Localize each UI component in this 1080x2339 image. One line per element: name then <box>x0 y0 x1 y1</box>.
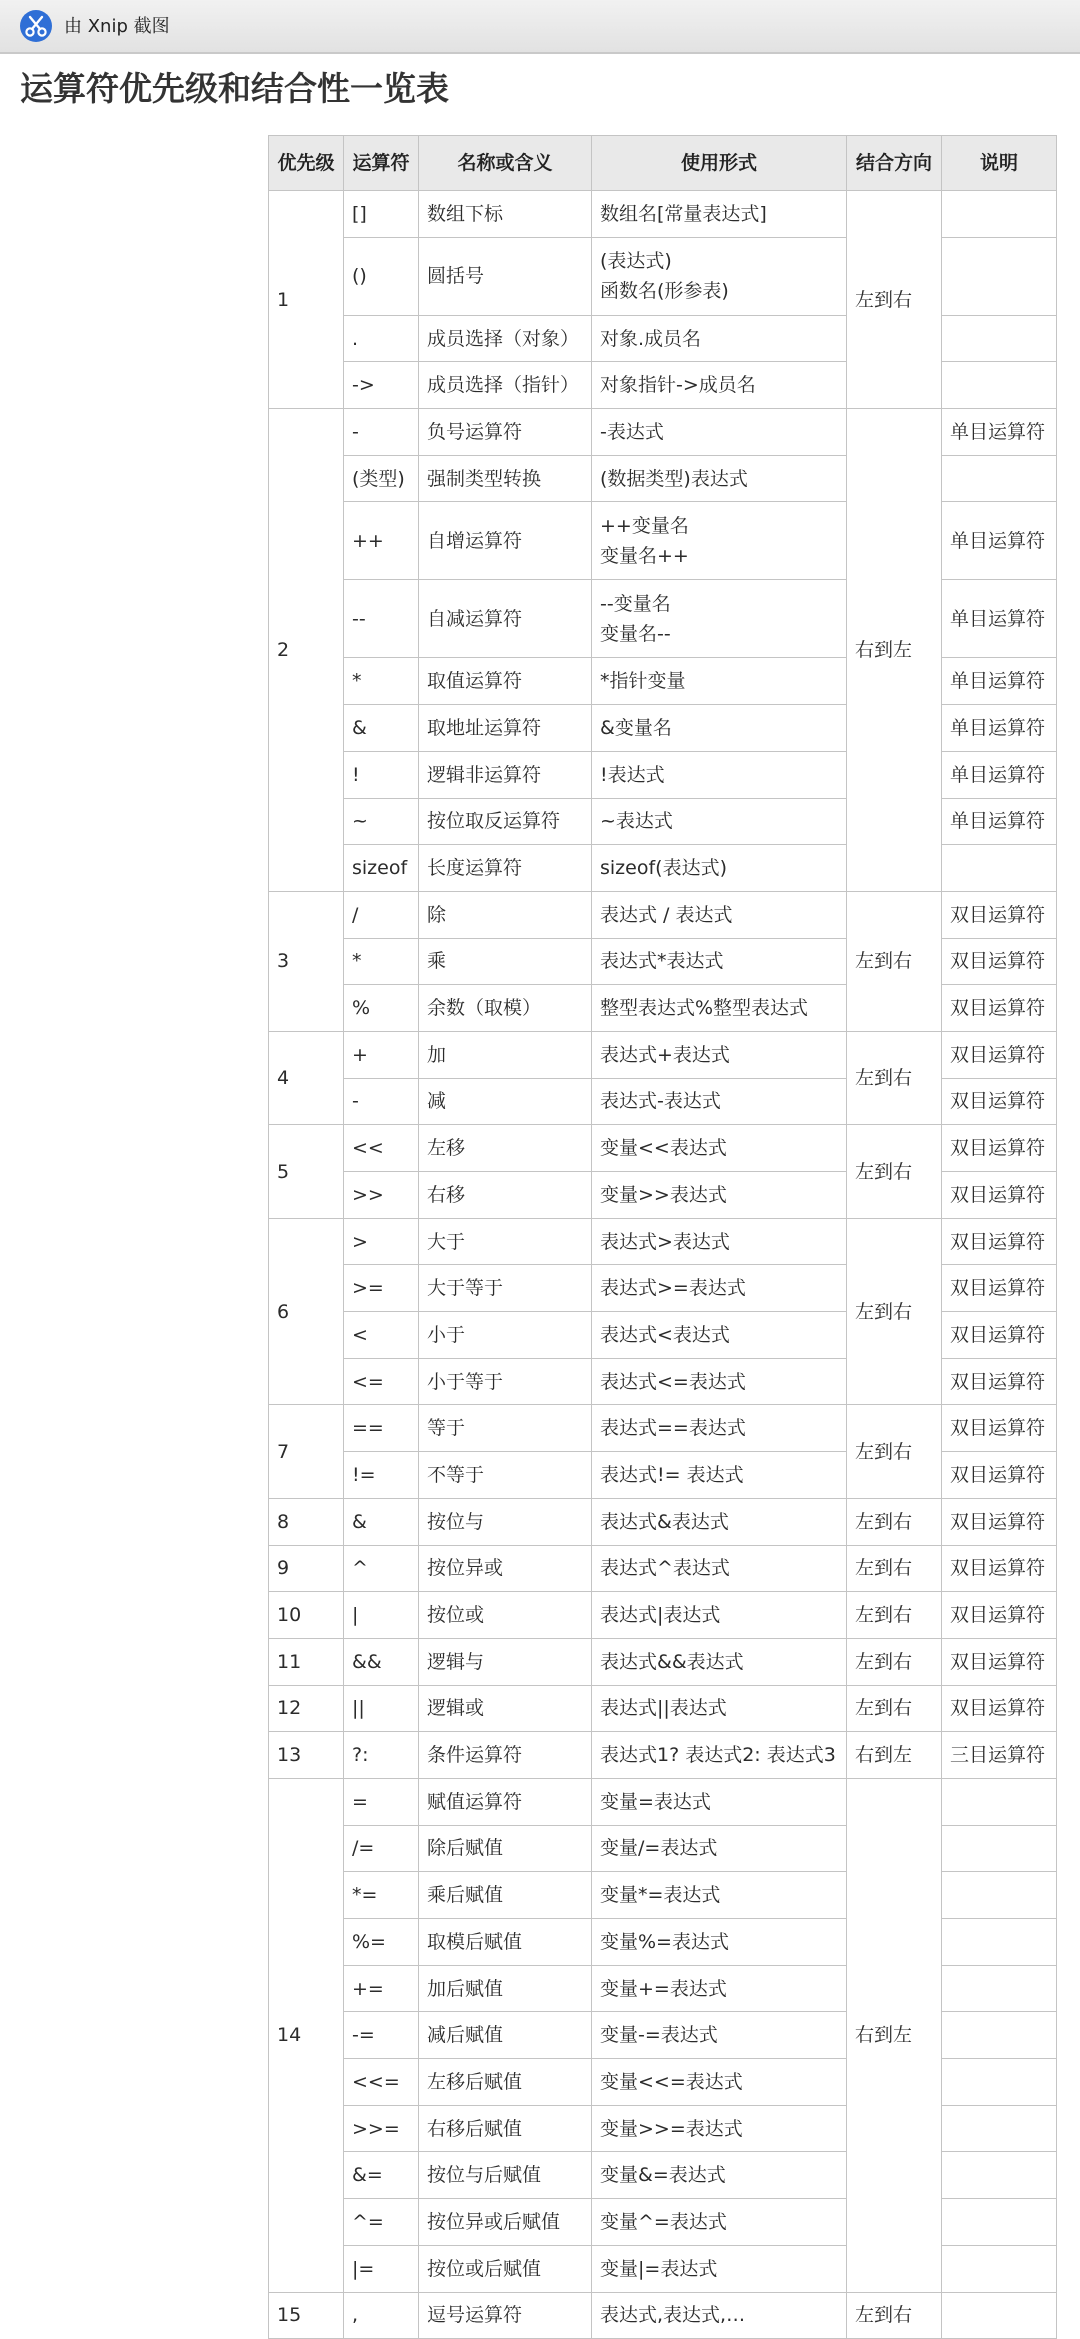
usage-cell <box>592 1078 847 1125</box>
note-cell <box>942 2152 1057 2199</box>
operator-cell: += <box>344 1965 419 2012</box>
usage-line: 变量=表达式 <box>600 1790 711 1813</box>
operator-name-cell: 负号运算符 <box>419 409 592 456</box>
usage-line: 变量名++ <box>600 544 689 567</box>
operator-cell: sizeof <box>344 845 419 892</box>
associativity-cell: 左到右 <box>847 1545 942 1592</box>
operator-cell: * <box>344 658 419 705</box>
operator-cell: < <box>344 1312 419 1359</box>
usage-cell <box>592 2152 847 2199</box>
usage-line: 表达式 / 表达式 <box>600 903 733 926</box>
note-cell: 双目运算符 <box>942 1078 1057 1125</box>
usage-line: -表达式 <box>600 420 664 443</box>
associativity-cell: 左到右 <box>847 2292 942 2339</box>
precedence-level-cell: 10 <box>269 1592 344 1639</box>
associativity-cell: 左到右 <box>847 1498 942 1545</box>
usage-line: 表达式-表达式 <box>600 1090 721 1113</box>
note-cell: 双目运算符 <box>942 1125 1057 1172</box>
table-row <box>269 1685 1057 1732</box>
associativity-cell: 左到右 <box>847 191 942 409</box>
operator-cell: = <box>344 1778 419 1825</box>
operator-name-cell: 左移后赋值 <box>419 2059 592 2106</box>
precedence-level-cell: 7 <box>269 1405 344 1498</box>
table-body <box>269 191 1057 2339</box>
usage-line: 对象指针->成员名 <box>600 374 756 397</box>
note-cell: 单目运算符 <box>942 798 1057 845</box>
operator-name-cell: 条件运算符 <box>419 1732 592 1779</box>
operator-name-cell: 左移 <box>419 1125 592 1172</box>
usage-cell <box>592 362 847 409</box>
usage-line: *指针变量 <box>600 670 686 693</box>
operator-cell: >> <box>344 1172 419 1219</box>
table-row <box>269 1405 1057 1452</box>
note-cell <box>942 315 1057 362</box>
usage-cell <box>592 1965 847 2012</box>
usage-cell <box>592 1872 847 1919</box>
operator-name-cell: 按位异或后赋值 <box>419 2199 592 2246</box>
operator-name-cell: 按位或后赋值 <box>419 2245 592 2292</box>
usage-line: 变量>>=表达式 <box>600 2117 743 2140</box>
table-row <box>269 1592 1057 1639</box>
usage-line: 整型表达式%整型表达式 <box>600 997 809 1020</box>
usage-line: 表达式<表达式 <box>600 1323 730 1346</box>
operator-cell: *= <box>344 1872 419 1919</box>
usage-cell <box>592 1919 847 1966</box>
operator-name-cell: 加 <box>419 1031 592 1078</box>
usage-cell <box>592 1405 847 1452</box>
usage-cell <box>592 751 847 798</box>
usage-line: 变量-=表达式 <box>600 2024 718 2047</box>
usage-line: 数组名[常量表达式] <box>600 202 767 225</box>
operator-cell: ! <box>344 751 419 798</box>
table-row <box>269 1125 1057 1172</box>
operator-cell: * <box>344 938 419 985</box>
precedence-level-cell: 5 <box>269 1125 344 1218</box>
usage-cell <box>592 1265 847 1312</box>
xnip-scissors-icon <box>19 9 53 43</box>
associativity-cell: 右到左 <box>847 1732 942 1779</box>
operator-cell: - <box>344 409 419 456</box>
usage-line: 表达式|表达式 <box>600 1604 721 1627</box>
usage-cell <box>592 1125 847 1172</box>
operator-cell: | <box>344 1592 419 1639</box>
usage-cell <box>592 580 847 658</box>
usage-cell <box>592 1452 847 1499</box>
note-cell: 单目运算符 <box>942 502 1057 580</box>
precedence-level-cell: 9 <box>269 1545 344 1592</box>
operator-cell: &= <box>344 2152 419 2199</box>
operator-cell: -- <box>344 580 419 658</box>
associativity-cell: 右到左 <box>847 409 942 892</box>
operator-cell: <<= <box>344 2059 419 2106</box>
operator-name-cell: 成员选择（对象） <box>419 315 592 362</box>
note-cell: 双目运算符 <box>942 1358 1057 1405</box>
usage-cell <box>592 2245 847 2292</box>
precedence-level-cell: 14 <box>269 1778 344 2292</box>
usage-line: 表达式+表达式 <box>600 1043 730 1066</box>
usage-line: 变量&=表达式 <box>600 2164 726 2187</box>
usage-line: 表达式&表达式 <box>600 1510 729 1533</box>
operator-cell: > <box>344 1218 419 1265</box>
operator-name-cell: 除 <box>419 891 592 938</box>
table-row <box>269 2292 1057 2339</box>
usage-line: 对象.成员名 <box>600 327 702 350</box>
note-cell: 双目运算符 <box>942 1545 1057 1592</box>
precedence-level-cell: 11 <box>269 1638 344 1685</box>
usage-line: 表达式==表达式 <box>600 1417 746 1440</box>
associativity-cell: 左到右 <box>847 1218 942 1405</box>
precedence-level-cell: 3 <box>269 891 344 1031</box>
table-row <box>269 409 1057 456</box>
operator-cell: /= <box>344 1825 419 1872</box>
associativity-cell: 左到右 <box>847 1638 942 1685</box>
header-cell: 运算符 <box>344 136 419 191</box>
operator-cell: || <box>344 1685 419 1732</box>
operator-name-cell: 加后赋值 <box>419 1965 592 2012</box>
precedence-level-cell: 13 <box>269 1732 344 1779</box>
usage-cell <box>592 2105 847 2152</box>
note-cell <box>942 2292 1057 2339</box>
operator-cell: . <box>344 315 419 362</box>
usage-cell <box>592 1031 847 1078</box>
operator-cell: <= <box>344 1358 419 1405</box>
usage-line: 表达式^表达式 <box>600 1557 730 1580</box>
operator-cell: & <box>344 1498 419 1545</box>
note-cell: 双目运算符 <box>942 1638 1057 1685</box>
usage-line: 变量>>表达式 <box>600 1183 727 1206</box>
operator-name-cell: 大于 <box>419 1218 592 1265</box>
note-cell: 双目运算符 <box>942 1405 1057 1452</box>
operator-name-cell: 自增运算符 <box>419 502 592 580</box>
usage-cell <box>592 409 847 456</box>
usage-line: --变量名 <box>600 592 671 615</box>
precedence-level-cell: 15 <box>269 2292 344 2339</box>
associativity-cell: 左到右 <box>847 1592 942 1639</box>
associativity-cell: 左到右 <box>847 1685 942 1732</box>
note-cell: 双目运算符 <box>942 938 1057 985</box>
note-cell: 双目运算符 <box>942 891 1057 938</box>
operator-name-cell: 圆括号 <box>419 237 592 315</box>
operator-name-cell: 逻辑或 <box>419 1685 592 1732</box>
operator-name-cell: 减 <box>419 1078 592 1125</box>
table-row <box>269 1031 1057 1078</box>
usage-cell <box>592 455 847 502</box>
operator-name-cell: 按位异或 <box>419 1545 592 1592</box>
operator-name-cell: 长度运算符 <box>419 845 592 892</box>
associativity-cell: 左到右 <box>847 891 942 1031</box>
table-row <box>269 191 1057 238</box>
usage-line: 表达式>=表达式 <box>600 1277 746 1300</box>
operator-cell: ^= <box>344 2199 419 2246</box>
usage-line: 表达式,表达式,… <box>600 2304 746 2327</box>
note-cell: 双目运算符 <box>942 1265 1057 1312</box>
note-cell <box>942 2199 1057 2246</box>
note-cell: 三目运算符 <box>942 1732 1057 1779</box>
operator-name-cell: 不等于 <box>419 1452 592 1499</box>
note-cell: 双目运算符 <box>942 1031 1057 1078</box>
header-cell: 说明 <box>942 136 1057 191</box>
note-cell <box>942 237 1057 315</box>
associativity-cell: 右到左 <box>847 1778 942 2292</box>
usage-cell <box>592 845 847 892</box>
usage-line: 变量*=表达式 <box>600 1884 721 1907</box>
operator-cell: %= <box>344 1919 419 1966</box>
note-cell <box>942 191 1057 238</box>
header-cell: 使用形式 <box>592 136 847 191</box>
usage-line: 变量|=表达式 <box>600 2257 718 2280</box>
operator-name-cell: 按位与 <box>419 1498 592 1545</box>
table-row <box>269 1498 1057 1545</box>
operator-name-cell: 减后赋值 <box>419 2012 592 2059</box>
operator-cell: + <box>344 1031 419 1078</box>
operator-name-cell: 数组下标 <box>419 191 592 238</box>
operator-name-cell: 成员选择（指针） <box>419 362 592 409</box>
app-title: 由 Xnip 截图 <box>64 16 170 37</box>
operator-name-cell: 除后赋值 <box>419 1825 592 1872</box>
usage-cell <box>592 658 847 705</box>
usage-cell <box>592 2292 847 2339</box>
operator-cell: - <box>344 1078 419 1125</box>
note-cell: 双目运算符 <box>942 1685 1057 1732</box>
operator-cell: ^ <box>344 1545 419 1592</box>
header-cell: 名称或含义 <box>419 136 592 191</box>
operator-cell: (类型) <box>344 455 419 502</box>
operator-cell: && <box>344 1638 419 1685</box>
precedence-level-cell: 1 <box>269 191 344 409</box>
operator-cell: , <box>344 2292 419 2339</box>
operator-name-cell: 逗号运算符 <box>419 2292 592 2339</box>
usage-cell <box>592 237 847 315</box>
usage-line: 表达式>表达式 <box>600 1230 730 1253</box>
usage-line: 表达式&&表达式 <box>600 1650 744 1673</box>
usage-cell <box>592 891 847 938</box>
operator-cell: << <box>344 1125 419 1172</box>
operator-cell: ?: <box>344 1732 419 1779</box>
operator-cell: % <box>344 985 419 1032</box>
operator-cell: >>= <box>344 2105 419 2152</box>
note-cell <box>942 1872 1057 1919</box>
note-cell: 双目运算符 <box>942 1172 1057 1219</box>
window-titlebar <box>0 0 1080 54</box>
usage-cell <box>592 502 847 580</box>
operator-cell: [] <box>344 191 419 238</box>
usage-cell <box>592 985 847 1032</box>
operator-name-cell: 右移 <box>419 1172 592 1219</box>
table-header-row <box>269 136 1057 191</box>
usage-cell <box>592 1172 847 1219</box>
note-cell <box>942 2012 1057 2059</box>
usage-cell <box>592 1778 847 1825</box>
note-cell <box>942 362 1057 409</box>
note-cell <box>942 1825 1057 1872</box>
usage-line: 变量<<=表达式 <box>600 2070 743 2093</box>
associativity-cell: 左到右 <box>847 1031 942 1124</box>
usage-line: 表达式<=表达式 <box>600 1370 746 1393</box>
operator-name-cell: 逻辑与 <box>419 1638 592 1685</box>
usage-cell <box>592 1545 847 1592</box>
precedence-level-cell: 12 <box>269 1685 344 1732</box>
usage-cell <box>592 1312 847 1359</box>
note-cell <box>942 2059 1057 2106</box>
usage-cell <box>592 2199 847 2246</box>
precedence-level-cell: 6 <box>269 1218 344 1405</box>
usage-line: 变量+=表达式 <box>600 1977 727 2000</box>
operator-name-cell: 等于 <box>419 1405 592 1452</box>
operator-name-cell: 小于 <box>419 1312 592 1359</box>
usage-line: (数据类型)表达式 <box>600 467 748 490</box>
note-cell: 单目运算符 <box>942 705 1057 752</box>
header-cell: 结合方向 <box>847 136 942 191</box>
operator-name-cell: 自减运算符 <box>419 580 592 658</box>
operator-name-cell: 逻辑非运算符 <box>419 751 592 798</box>
table-row <box>269 1218 1057 1265</box>
precedence-level-cell: 4 <box>269 1031 344 1124</box>
note-cell <box>942 1778 1057 1825</box>
usage-line: 表达式1? 表达式2: 表达式3 <box>600 1744 836 1767</box>
usage-line: 变量^=表达式 <box>600 2210 727 2233</box>
operator-name-cell: 乘后赋值 <box>419 1872 592 1919</box>
usage-cell <box>592 315 847 362</box>
operator-cell: -= <box>344 2012 419 2059</box>
note-cell <box>942 455 1057 502</box>
operator-name-cell: 大于等于 <box>419 1265 592 1312</box>
operator-name-cell: 按位取反运算符 <box>419 798 592 845</box>
usage-cell <box>592 191 847 238</box>
note-cell: 单目运算符 <box>942 409 1057 456</box>
operator-cell: / <box>344 891 419 938</box>
note-cell: 双目运算符 <box>942 1312 1057 1359</box>
associativity-cell: 左到右 <box>847 1125 942 1218</box>
usage-line: 变量%=表达式 <box>600 1930 729 1953</box>
note-cell: 单目运算符 <box>942 580 1057 658</box>
table-row <box>269 1732 1057 1779</box>
table-row <box>269 1778 1057 1825</box>
operator-cell: -> <box>344 362 419 409</box>
operator-name-cell: 取值运算符 <box>419 658 592 705</box>
operator-name-cell: 取地址运算符 <box>419 705 592 752</box>
operator-name-cell: 余数（取模） <box>419 985 592 1032</box>
operator-cell: == <box>344 1405 419 1452</box>
header-cell: 优先级 <box>269 136 344 191</box>
usage-line: !表达式 <box>600 763 665 786</box>
operator-name-cell: 右移后赋值 <box>419 2105 592 2152</box>
usage-cell <box>592 1732 847 1779</box>
table-row <box>269 1545 1057 1592</box>
usage-line: 变量<<表达式 <box>600 1137 727 1160</box>
note-cell: 双目运算符 <box>942 1218 1057 1265</box>
operator-cell: >= <box>344 1265 419 1312</box>
page-title: 运算符优先级和结合性一览表 <box>20 69 449 108</box>
usage-line: sizeof(表达式) <box>600 857 727 880</box>
precedence-level-cell: 8 <box>269 1498 344 1545</box>
usage-cell <box>592 2012 847 2059</box>
usage-cell <box>592 1825 847 1872</box>
operator-precedence-table <box>268 135 1057 2339</box>
note-cell <box>942 1965 1057 2012</box>
operator-name-cell: 赋值运算符 <box>419 1778 592 1825</box>
usage-cell <box>592 2059 847 2106</box>
usage-cell <box>592 1638 847 1685</box>
usage-cell <box>592 1358 847 1405</box>
usage-line: 变量/=表达式 <box>600 1837 718 1860</box>
note-cell <box>942 845 1057 892</box>
operator-name-cell: 乘 <box>419 938 592 985</box>
operator-name-cell: 按位或 <box>419 1592 592 1639</box>
note-cell: 双目运算符 <box>942 1592 1057 1639</box>
associativity-cell: 左到右 <box>847 1405 942 1498</box>
usage-line: 表达式*表达式 <box>600 950 724 973</box>
usage-cell <box>592 938 847 985</box>
table-row <box>269 1638 1057 1685</box>
operator-cell: != <box>344 1452 419 1499</box>
operator-cell: ++ <box>344 502 419 580</box>
precedence-level-cell: 2 <box>269 409 344 892</box>
operator-name-cell: 取模后赋值 <box>419 1919 592 1966</box>
operator-cell: () <box>344 237 419 315</box>
usage-cell <box>592 1685 847 1732</box>
note-cell <box>942 1919 1057 1966</box>
table-row <box>269 891 1057 938</box>
note-cell <box>942 2245 1057 2292</box>
usage-cell <box>592 705 847 752</box>
operator-cell: |= <box>344 2245 419 2292</box>
note-cell: 双目运算符 <box>942 1498 1057 1545</box>
operator-name-cell: 强制类型转换 <box>419 455 592 502</box>
usage-line: ~表达式 <box>600 810 673 833</box>
note-cell: 单目运算符 <box>942 751 1057 798</box>
note-cell: 双目运算符 <box>942 985 1057 1032</box>
usage-line: &变量名 <box>600 716 672 739</box>
usage-cell <box>592 1218 847 1265</box>
note-cell: 单目运算符 <box>942 658 1057 705</box>
usage-cell <box>592 1592 847 1639</box>
usage-line: 表达式!= 表达式 <box>600 1463 744 1486</box>
usage-line: ++变量名 <box>600 514 689 537</box>
operator-cell: & <box>344 705 419 752</box>
usage-line: (表达式) <box>600 250 672 273</box>
usage-line: 表达式||表达式 <box>600 1697 727 1720</box>
usage-cell <box>592 798 847 845</box>
usage-line: 变量名-- <box>600 622 671 645</box>
operator-cell: ~ <box>344 798 419 845</box>
usage-line: 函数名(形参表) <box>600 280 729 303</box>
operator-name-cell: 按位与后赋值 <box>419 2152 592 2199</box>
usage-cell <box>592 1498 847 1545</box>
operator-name-cell: 小于等于 <box>419 1358 592 1405</box>
note-cell: 双目运算符 <box>942 1452 1057 1499</box>
note-cell <box>942 2105 1057 2152</box>
